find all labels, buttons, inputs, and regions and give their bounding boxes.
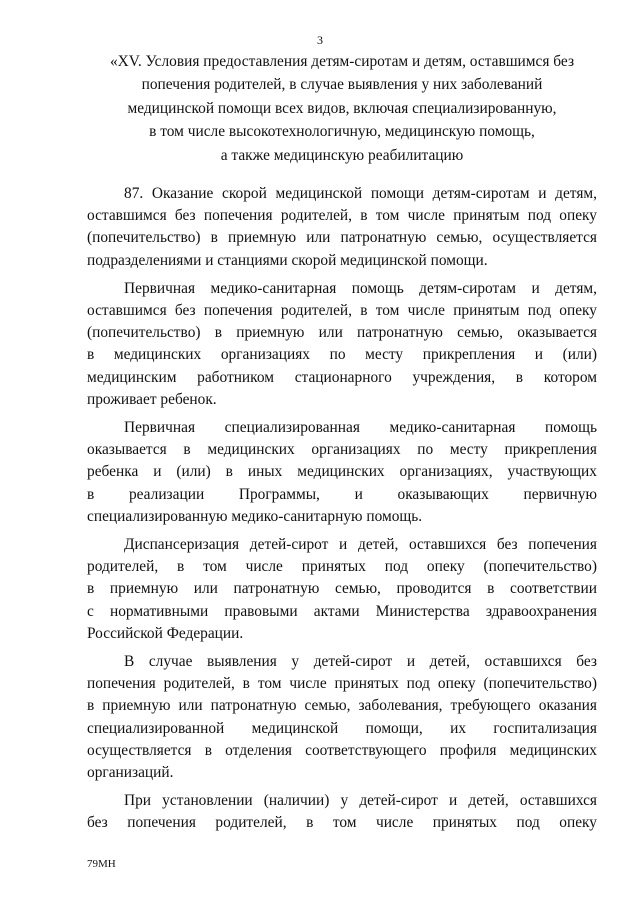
paragraph [87, 790, 597, 834]
text-line: Первичная специализированная медико-санитарная помощь [124, 419, 597, 437]
text-line: оставшимся без попечения родителей, в том числе принятым под опеку [87, 302, 597, 320]
text-line: в реализации Программы, и оказывающих первичную [87, 485, 597, 503]
paragraph [87, 534, 597, 645]
text-line: В случае выявления у детей-сирот и детей, оставшихся без [124, 653, 597, 671]
section-heading [86, 50, 598, 167]
text-line: с нормативными правовыми актами Министерства здравоохранения [87, 602, 597, 620]
heading-line: «XV. Условия предоставления детям-сиротам и детям, оставшимся без [109, 53, 575, 70]
text-line: специализированную медико-санитарную помощь. [87, 507, 423, 525]
text-line: в медицинских организациях по месту прикрепления и (или) [87, 346, 597, 364]
heading-line: попечения родителей, в случае выявления у них заболеваний [141, 76, 543, 94]
text-line: Российской Федерации. [87, 624, 244, 642]
text-line: в приемную или патронатную семью, заболевания, требующего оказания [87, 697, 597, 715]
text-line: проживает ребенок. [87, 390, 217, 408]
text-line: осуществляется в отделения соответствующего профиля медицинских [87, 741, 597, 759]
page-number: 3 [317, 33, 323, 47]
paragraph [87, 183, 597, 272]
text-line: Первичная медико-санитарная помощь детям-сиротам и детям, [124, 279, 597, 297]
text-line: в приемную или патронатную семью, проводится в соответствии [87, 580, 597, 598]
text-line: Диспансеризация детей-сирот и детей, оставшихся без попечения [124, 536, 597, 554]
document-body [87, 183, 597, 841]
paragraph [87, 278, 597, 411]
heading-line: в том числе высокотехнологичную, медицинскую помощь, [149, 123, 535, 141]
text-line: специализированной медицинской помощи, их госпитализация [87, 719, 597, 737]
text-line: организаций. [87, 764, 174, 782]
footer-document-code: 79МН [87, 858, 116, 870]
text-line: оставшимся без попечения родителей, в том числе принятым под опеку [87, 207, 597, 225]
text-line: без попечения родителей, в том числе принятых под опеку [87, 814, 597, 832]
paragraph [87, 417, 597, 528]
text-line: родителей, в том числе принятых под опеку (попечительство) [87, 558, 597, 576]
text-line: попечения родителей, в том числе принятых под опеку (попечительство) [87, 675, 597, 693]
text-line: подразделениями и станциями скорой медицинской помощи. [87, 251, 488, 269]
text-line: (попечительство) в приемную или патронатную семью, осуществляется [87, 229, 597, 247]
text-line: При установлении (наличии) у детей-сирот и детей, оставшихся [124, 792, 597, 810]
text-line: ребенка и (или) в иных медицинских организациях, участвующих [87, 463, 597, 481]
text-line: медицинским работником стационарного учреждения, в котором [87, 368, 597, 386]
text-line: 87. Оказание скорой медицинской помощи детям-сиротам и детям, [124, 185, 597, 202]
heading-line: а также медицинскую реабилитацию [220, 146, 464, 164]
paragraph [87, 651, 597, 784]
text-line: (попечительство) в приемную или патронатную семью, оказывается [87, 324, 597, 342]
text-line: оказывается в медицинских организациях по месту прикрепления [87, 441, 597, 459]
heading-line: медицинской помощи всех видов, включая специализированную, [127, 99, 557, 117]
